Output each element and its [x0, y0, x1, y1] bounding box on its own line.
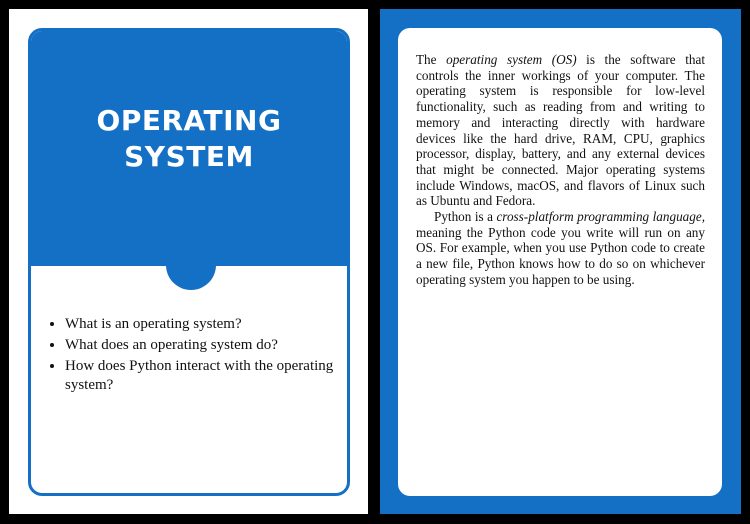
card-title — [31, 103, 347, 175]
question-item: • What is an operating system? — [65, 315, 350, 334]
term-cross-platform: cross-platform programming language, — [496, 209, 705, 225]
text-run: Python is a — [434, 209, 497, 225]
card-frame — [28, 28, 350, 496]
flashcard-back — [380, 9, 741, 514]
answer-text — [416, 52, 705, 288]
answer-paragraph-2 — [416, 209, 705, 288]
answer-paragraph-1 — [416, 52, 705, 209]
text-run: The — [416, 52, 447, 67]
answer-panel — [398, 28, 722, 496]
term-os: operating system (OS) — [446, 52, 577, 67]
flashcard-front — [9, 9, 368, 514]
question-item: • How does Python interact with the operating system? — [65, 357, 350, 395]
text-run: meaning the Python code you write will run on any OS. For example, when you use Python code to create a new file, Python knows how to do so on whichever operating system you happen to be using. — [416, 224, 705, 287]
card-title-line-1: OPERATING — [96, 104, 282, 137]
text-run: is the software that controls the inner workings of your computer. The operating system is responsible for low-level functionality, such as reading from and writing to memory and interacting directly with hardware devices like the hard drive, RAM, CPU, graphics processor, display, battery, and any external devices that might be connected. Major operating systems include Windows, macOS, and flavors of Linux such as Ubuntu and Fedora. — [416, 52, 705, 209]
question-list — [47, 315, 350, 397]
card-header — [31, 31, 347, 266]
header-notch — [166, 240, 216, 290]
question-item: • What does an operating system do? — [65, 336, 350, 355]
card-title-line-2: SYSTEM — [124, 140, 254, 173]
